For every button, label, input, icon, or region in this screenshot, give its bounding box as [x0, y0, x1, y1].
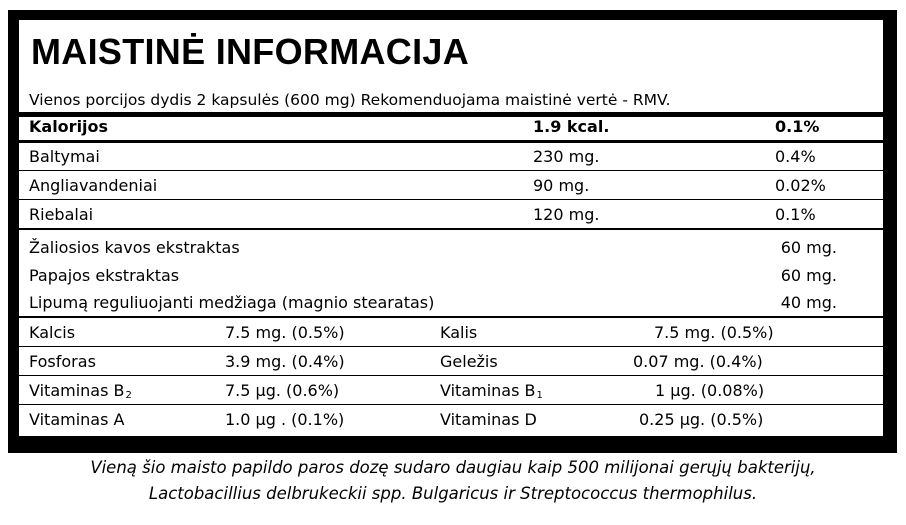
nutrient-label-vitamin-d: Vitaminas D	[440, 410, 537, 429]
nutrient-label-vitamin-b1	[440, 381, 543, 406]
macro-rmv-carbs: 0.02%	[775, 176, 826, 195]
footer-note-line-2: Lactobacillius delbrukeckii spp. Bulgaricus ir Streptococcus thermophilus.	[148, 484, 758, 503]
macro-amount-fat: 120 mg.	[533, 205, 600, 224]
macro-rmv-protein: 0.4%	[775, 147, 816, 166]
row-divider	[19, 170, 883, 171]
footer-note-line-1: Vieną šio maisto papildo paros dozę sudaro daugiau kaip 500 milijonai gerųjų bakterijų,	[90, 458, 816, 477]
nutrient-value-vitamin-b1: 1 µg. (0.08%)	[655, 381, 765, 400]
vitamin-b2-name: Vitaminas B	[29, 381, 125, 400]
extract-label-magnesium-stearate: Lipumą reguliuojanti medžiaga (magnio stearatas)	[29, 293, 435, 312]
extract-amount-magnesium-stearate: 40 mg.	[780, 293, 837, 312]
row-divider	[19, 346, 883, 347]
serving-size-note: Vienos porcijos dydis 2 kapsulės (600 mg) Rekomenduojama maistinė vertė - RMV.	[29, 91, 671, 109]
nutrient-label-potassium: Kalis	[440, 323, 478, 342]
nutrient-label-vitamin-b2	[29, 381, 132, 406]
macro-amount-protein: 230 mg.	[533, 147, 600, 166]
extract-amount-papaya: 60 mg.	[780, 266, 837, 285]
extract-amount-green-coffee: 60 mg.	[780, 238, 837, 257]
nutrient-value-iron: 0.07 mg. (0.4%)	[633, 352, 763, 371]
calories-rmv: 0.1%	[775, 117, 820, 136]
nutrient-value-vitamin-b2: 7.5 µg. (0.6%)	[225, 381, 340, 400]
vitamin-b1-name: Vitaminas B	[440, 381, 536, 400]
nutrient-label-vitamin-a: Vitaminas A	[29, 410, 125, 429]
nutrient-value-vitamin-d: 0.25 µg. (0.5%)	[639, 410, 764, 429]
nutrient-value-calcium: 7.5 mg. (0.5%)	[225, 323, 345, 342]
divider-thick	[19, 112, 883, 117]
row-divider	[19, 375, 883, 376]
macro-rmv-fat: 0.1%	[775, 205, 816, 224]
nutrient-value-phosphorus: 3.9 mg. (0.4%)	[225, 352, 345, 371]
extract-label-papaya: Papajos ekstraktas	[29, 266, 180, 285]
divider-medium	[19, 228, 883, 230]
nutrient-value-vitamin-a: 1.0 µg . (0.1%)	[225, 410, 345, 429]
macro-label-protein: Baltymai	[29, 147, 100, 166]
vitamin-b2-subscript: 2	[125, 390, 132, 401]
extract-label-green-coffee: Žaliosios kavos ekstraktas	[29, 238, 240, 257]
divider-medium	[19, 140, 883, 143]
macro-label-carbs: Angliavandeniai	[29, 176, 158, 195]
nutrient-value-potassium: 7.5 mg. (0.5%)	[654, 323, 774, 342]
vitamin-b1-subscript: 1	[536, 390, 543, 401]
divider-medium	[19, 316, 883, 318]
calories-label: Kalorijos	[29, 117, 109, 136]
nutrient-label-calcium: Kalcis	[29, 323, 76, 342]
row-divider	[19, 404, 883, 405]
macro-label-fat: Riebalai	[29, 205, 94, 224]
calories-amount: 1.9 kcal.	[533, 117, 610, 136]
nutrient-label-iron: Geležis	[440, 352, 498, 371]
nutrition-label-panel	[18, 19, 884, 437]
macro-amount-carbs: 90 mg.	[533, 176, 590, 195]
label-title: MAISTINĖ INFORMACIJA	[31, 31, 469, 72]
nutrition-label-frame	[8, 10, 897, 453]
row-divider	[19, 199, 883, 200]
nutrient-label-phosphorus: Fosforas	[29, 352, 96, 371]
